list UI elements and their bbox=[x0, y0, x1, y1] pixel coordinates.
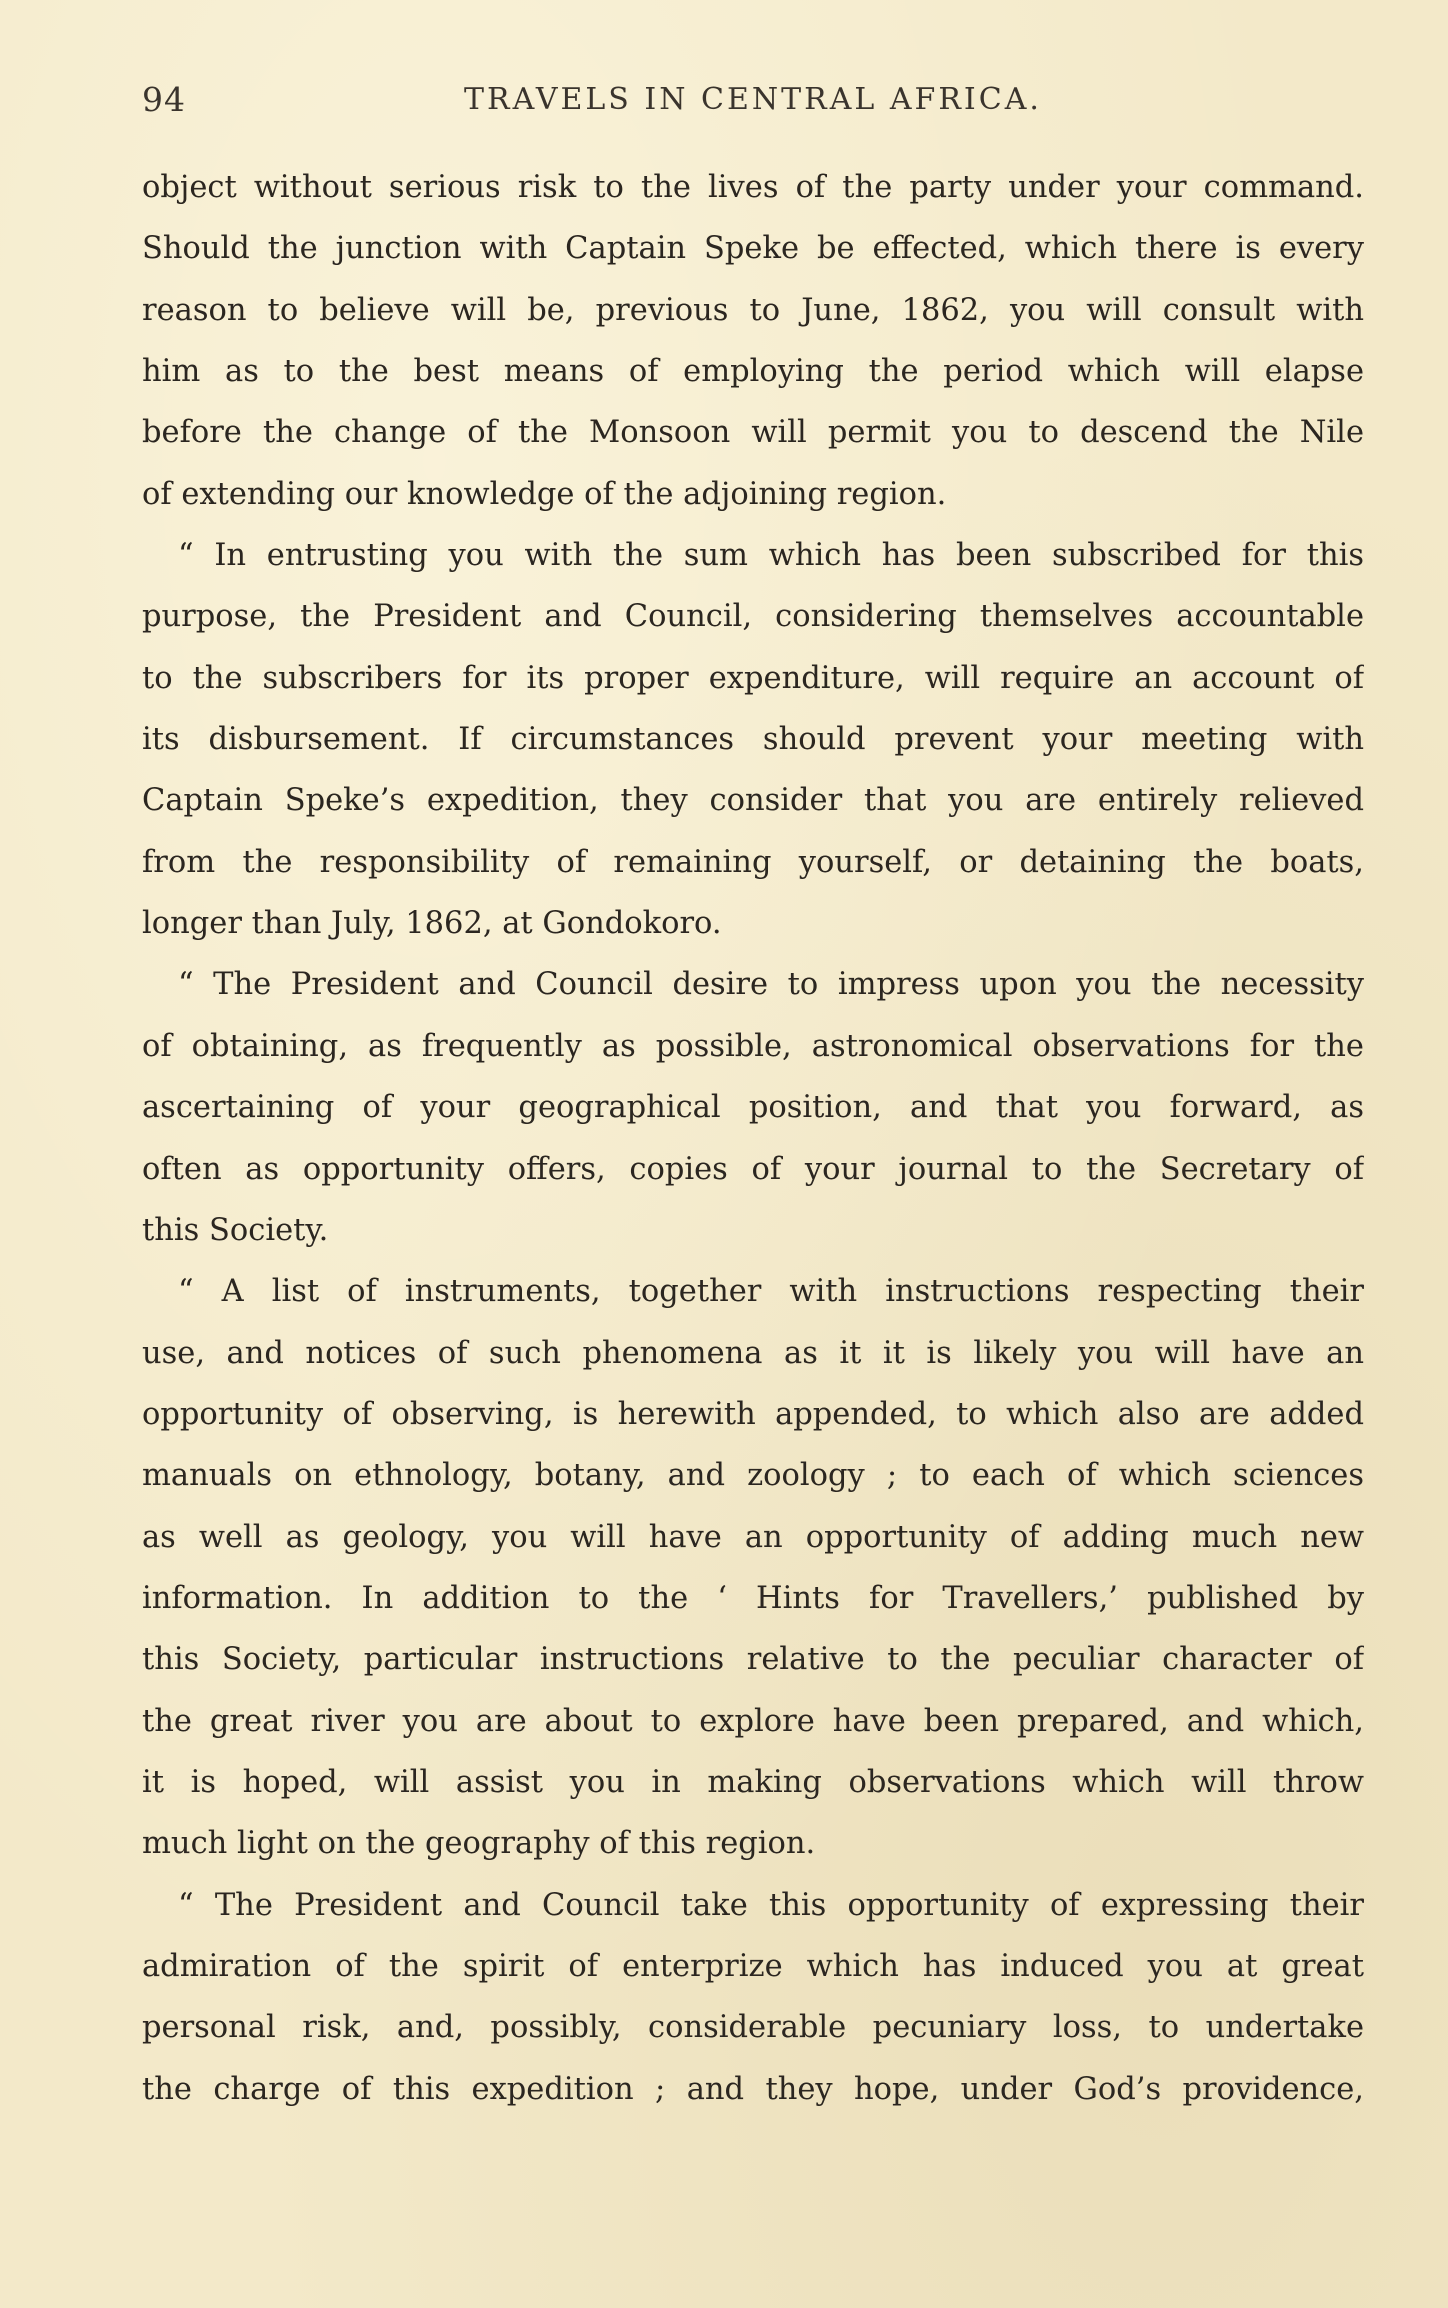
text-line: before the change of the Monsoon will permit you to descend the Nile bbox=[142, 415, 1364, 451]
text-line: of obtaining, as frequently as possible, astronomical observations for the bbox=[142, 1028, 1364, 1064]
text-line: this Society. bbox=[142, 1212, 329, 1248]
text-line: Captain Speke’s expedition, they consider that you are entirely relieved bbox=[142, 783, 1364, 819]
text-line: manuals on ethnology, botany, and zoology ; to each of which sciences bbox=[142, 1458, 1364, 1494]
body-text bbox=[142, 157, 1364, 2120]
running-title: TRAVELS IN CENTRAL AFRICA. bbox=[464, 82, 1042, 117]
text-line: this Society, particular instructions relative to the peculiar character of bbox=[142, 1642, 1364, 1678]
text-line: it is hoped, will assist you in making observations which will throw bbox=[142, 1764, 1364, 1800]
text-line: purpose, the President and Council, considering themselves accountable bbox=[142, 599, 1364, 635]
text-line: reason to believe will be, previous to June, 1862, you will consult with bbox=[142, 292, 1364, 328]
text-line: its disbursement. If circumstances should prevent your meeting with bbox=[142, 722, 1364, 758]
text-line: him as to the best means of employing the period which will elapse bbox=[142, 354, 1364, 390]
text-line: much light on the geography of this region. bbox=[142, 1826, 816, 1862]
text-line: longer than July, 1862, at Gondokoro. bbox=[142, 906, 722, 942]
text-line: the great river you are about to explore have been prepared, and which, bbox=[142, 1703, 1364, 1739]
running-head bbox=[142, 80, 1364, 130]
text-line: object without serious risk to the lives of the party under your command. bbox=[142, 170, 1364, 205]
text-line: ascertaining of your geographical position, and that you forward, as bbox=[142, 1090, 1364, 1126]
text-line: Should the junction with Captain Speke be effected, which there is every bbox=[142, 231, 1364, 267]
text-line: often as opportunity offers, copies of your journal to the Secretary of bbox=[142, 1151, 1364, 1187]
text-line: of extending our knowledge of the adjoining region. bbox=[142, 476, 947, 512]
text-line: admiration of the spirit of enterprize which has induced you at great bbox=[142, 1948, 1364, 1984]
text-line: “ The President and Council desire to impress upon you the necessity bbox=[178, 967, 1364, 1003]
text-line: “ The President and Council take this opportunity of expressing their bbox=[178, 1887, 1364, 1923]
text-line: the charge of this expedition ; and they hope, under God’s providence, bbox=[142, 2071, 1364, 2107]
text-line: “ In entrusting you with the sum which has been subscribed for this bbox=[178, 538, 1364, 574]
text-line: from the responsibility of remaining yourself, or detaining the boats, bbox=[142, 844, 1364, 880]
text-line: opportunity of observing, is herewith appended, to which also are added bbox=[142, 1396, 1364, 1432]
text-line: “ A list of instruments, together with instructions respecting their bbox=[178, 1274, 1364, 1310]
text-line: personal risk, and, possibly, considerable pecuniary loss, to undertake bbox=[142, 2010, 1364, 2046]
text-line: to the subscribers for its proper expenditure, will require an account of bbox=[142, 660, 1364, 696]
text-line: as well as geology, you will have an opportunity of adding much new bbox=[142, 1519, 1364, 1555]
text-line: information. In addition to the ‘ Hints for Travellers,’ published by bbox=[142, 1580, 1364, 1616]
page-number: 94 bbox=[142, 80, 186, 119]
text-line: use, and notices of such phenomena as it it is likely you will have an bbox=[142, 1335, 1364, 1371]
